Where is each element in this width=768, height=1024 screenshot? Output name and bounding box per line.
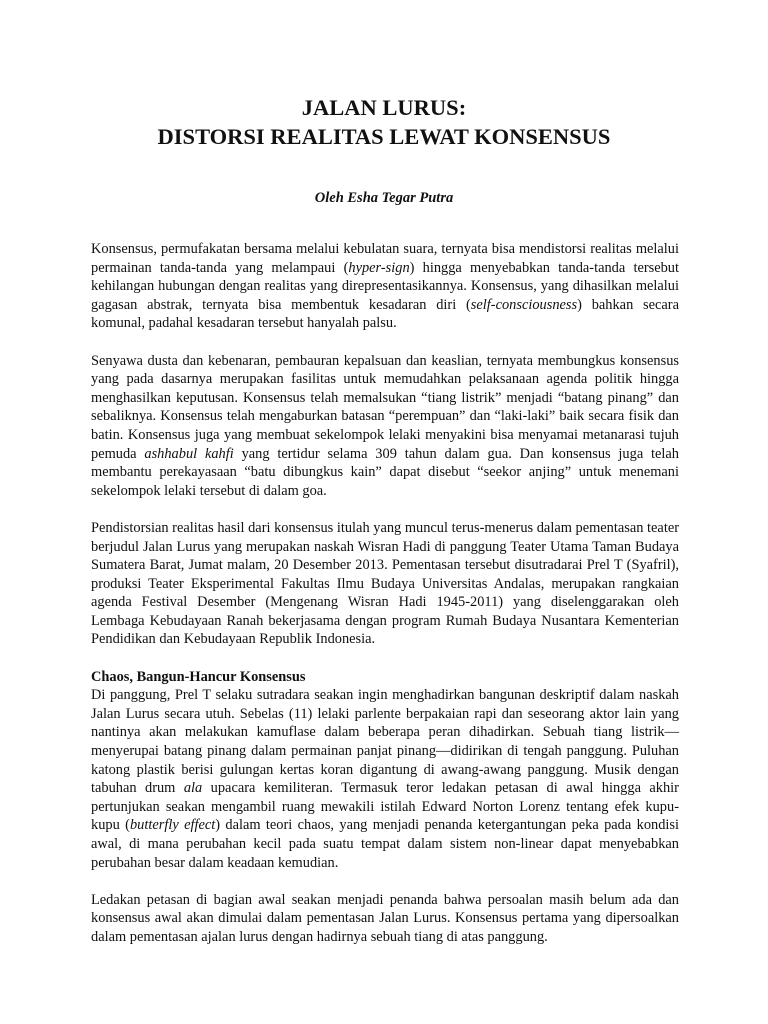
paragraph-5: Ledakan petasan di bagian awal seakan menjadi penanda bahwa persoalan masih belum ada dan konsensus awal akan dimulai dalam pementasan Jalan Lurus. Konsensus pertama yang dipersoalkan dalam pementasan ajalan lurus dengan hadirnya sebuah tiang di atas panggung. xyxy=(91,891,679,945)
text-run: upacara kemiliteran. Termasuk teror ledakan petasan di awal hingga akhir pertunjukan seakan mengambil ruang mewakili istilah Edward Norton Lorenz tentang efek kupu-kupu ( xyxy=(91,780,679,834)
text-run: Konsensus, permufakatan bersama melalui kebulatan suara, ternyata bisa mendistorsi realitas melalui permainan tanda-tanda yang melampaui ( xyxy=(91,241,679,276)
italic-term: self-consciousness xyxy=(470,296,578,313)
italic-term: hyper-sign xyxy=(348,259,410,276)
title-line-1: JALAN LURUS: xyxy=(301,95,467,120)
title-line-2: DISTORSI REALITAS LEWAT KONSENSUS xyxy=(157,124,611,149)
paragraph-gap xyxy=(91,500,679,519)
section-heading: Chaos, Bangun-Hancur Konsensus xyxy=(91,668,306,685)
italic-term: ashhabul kahfi xyxy=(144,445,234,462)
paragraph-4 xyxy=(91,686,679,872)
paragraph-1 xyxy=(91,240,679,333)
italic-term: ala xyxy=(183,780,203,797)
italic-term: butterfly effect xyxy=(129,817,216,834)
paragraph-2 xyxy=(91,352,679,501)
paragraph-3: Pendistorsian realitas hasil dari konsensus itulah yang muncul terus-menerus dalam pementasan teater berjudul Jalan Lurus yang merupakan naskah Wisran Hadi di panggung Teater Utama Taman Budaya Sumatera Barat, Jumat malam, 20 Desember 2013. Pementasan tersebut disutradarai Prel T (Syafril), produksi Teater Eksperimental Fakultas Ilmu Budaya Universitas Andalas, merupakan rangkaian agenda Festival Desember (Mengenang Wisran Hadi 1945-2011) yang diselenggarakan oleh Lembaga Kebudayaan Ranah bekerjasama dengan program Rumah Budaya Nusantara Kementerian Pendidikan dan Kebudayaan Republik Indonesia. xyxy=(91,519,679,648)
paragraph-gap xyxy=(91,872,679,891)
text-run: Di panggung, Prel T selaku sutradara seakan ingin menghadirkan bangunan deskriptif dalam naskah Jalan Lurus secara utuh. Sebelas (11) lelaki parlente berpakaian rapi dan seseorang aktor lain yang nantinya akan melakukan kamuflase dalam beberapa peran dihadirkan. Sebuah tiang listrik—menyerupai batang pinang dalam permainan panjat pinang—didirikan di tengah panggung. Puluhan katong plastik berisi gulungan kertas koran digantung di awang-awang panggung. Musik dengan tabuhan drum xyxy=(91,687,679,797)
text-run: Senyawa dusta dan kebenaran, pembauran kepalsuan dan keaslian, ternyata membungkus konsensus yang pada dasarnya merupakan fasilitas untuk memudahkan pelaksanaan agenda politik hingga menghasilkan keputusan. Konsensus telah memalsukan “tiang listrik” menjadi “batang pinang” dan sebaliknya. Konsensus telah mengaburkan batasan “perempuan” dan “laki-laki” baik secara fisik dan batin. Konsensus juga yang membuat sekelompok lelaki menyakini bisa menyamai metanarasi tujuh pemuda xyxy=(91,352,679,462)
text-run: yang tertidur selama 309 tahun dalam gua. Dan konsensus juga telah membantu perekayasaan “batu dibungkus kain” dapat disebut “seekor anjing” untuk menemani sekelompok lelaki tersebut di dalam goa. xyxy=(91,445,679,499)
paragraph-gap xyxy=(91,333,679,352)
article-body xyxy=(91,240,679,947)
text-run: ) bahkan secara komunal, padahal kesadaran tersebut hanyalah palsu. xyxy=(91,296,679,332)
author-byline: Oleh Esha Tegar Putra xyxy=(314,190,454,206)
paragraph-gap xyxy=(91,649,679,668)
text-run: ) hingga menyebabkan tanda-tanda tersebut kehilangan hubungan dengan realitas yang direpresentasikannya. Konsensus, yang dihasilkan melalui gagasan abstrak, ternyata bisa membentuk kesadaran diri ( xyxy=(91,259,679,313)
document-title xyxy=(80,93,688,151)
text-run: ) dalam teori chaos, yang menjadi penanda ketergantungan peka pada kondisi awal, di mana perubahan kecil pada suatu tempat dalam sistem non-linear dapat menyebabkan perubahan besar dalam keadaan kemudian. xyxy=(91,817,680,871)
